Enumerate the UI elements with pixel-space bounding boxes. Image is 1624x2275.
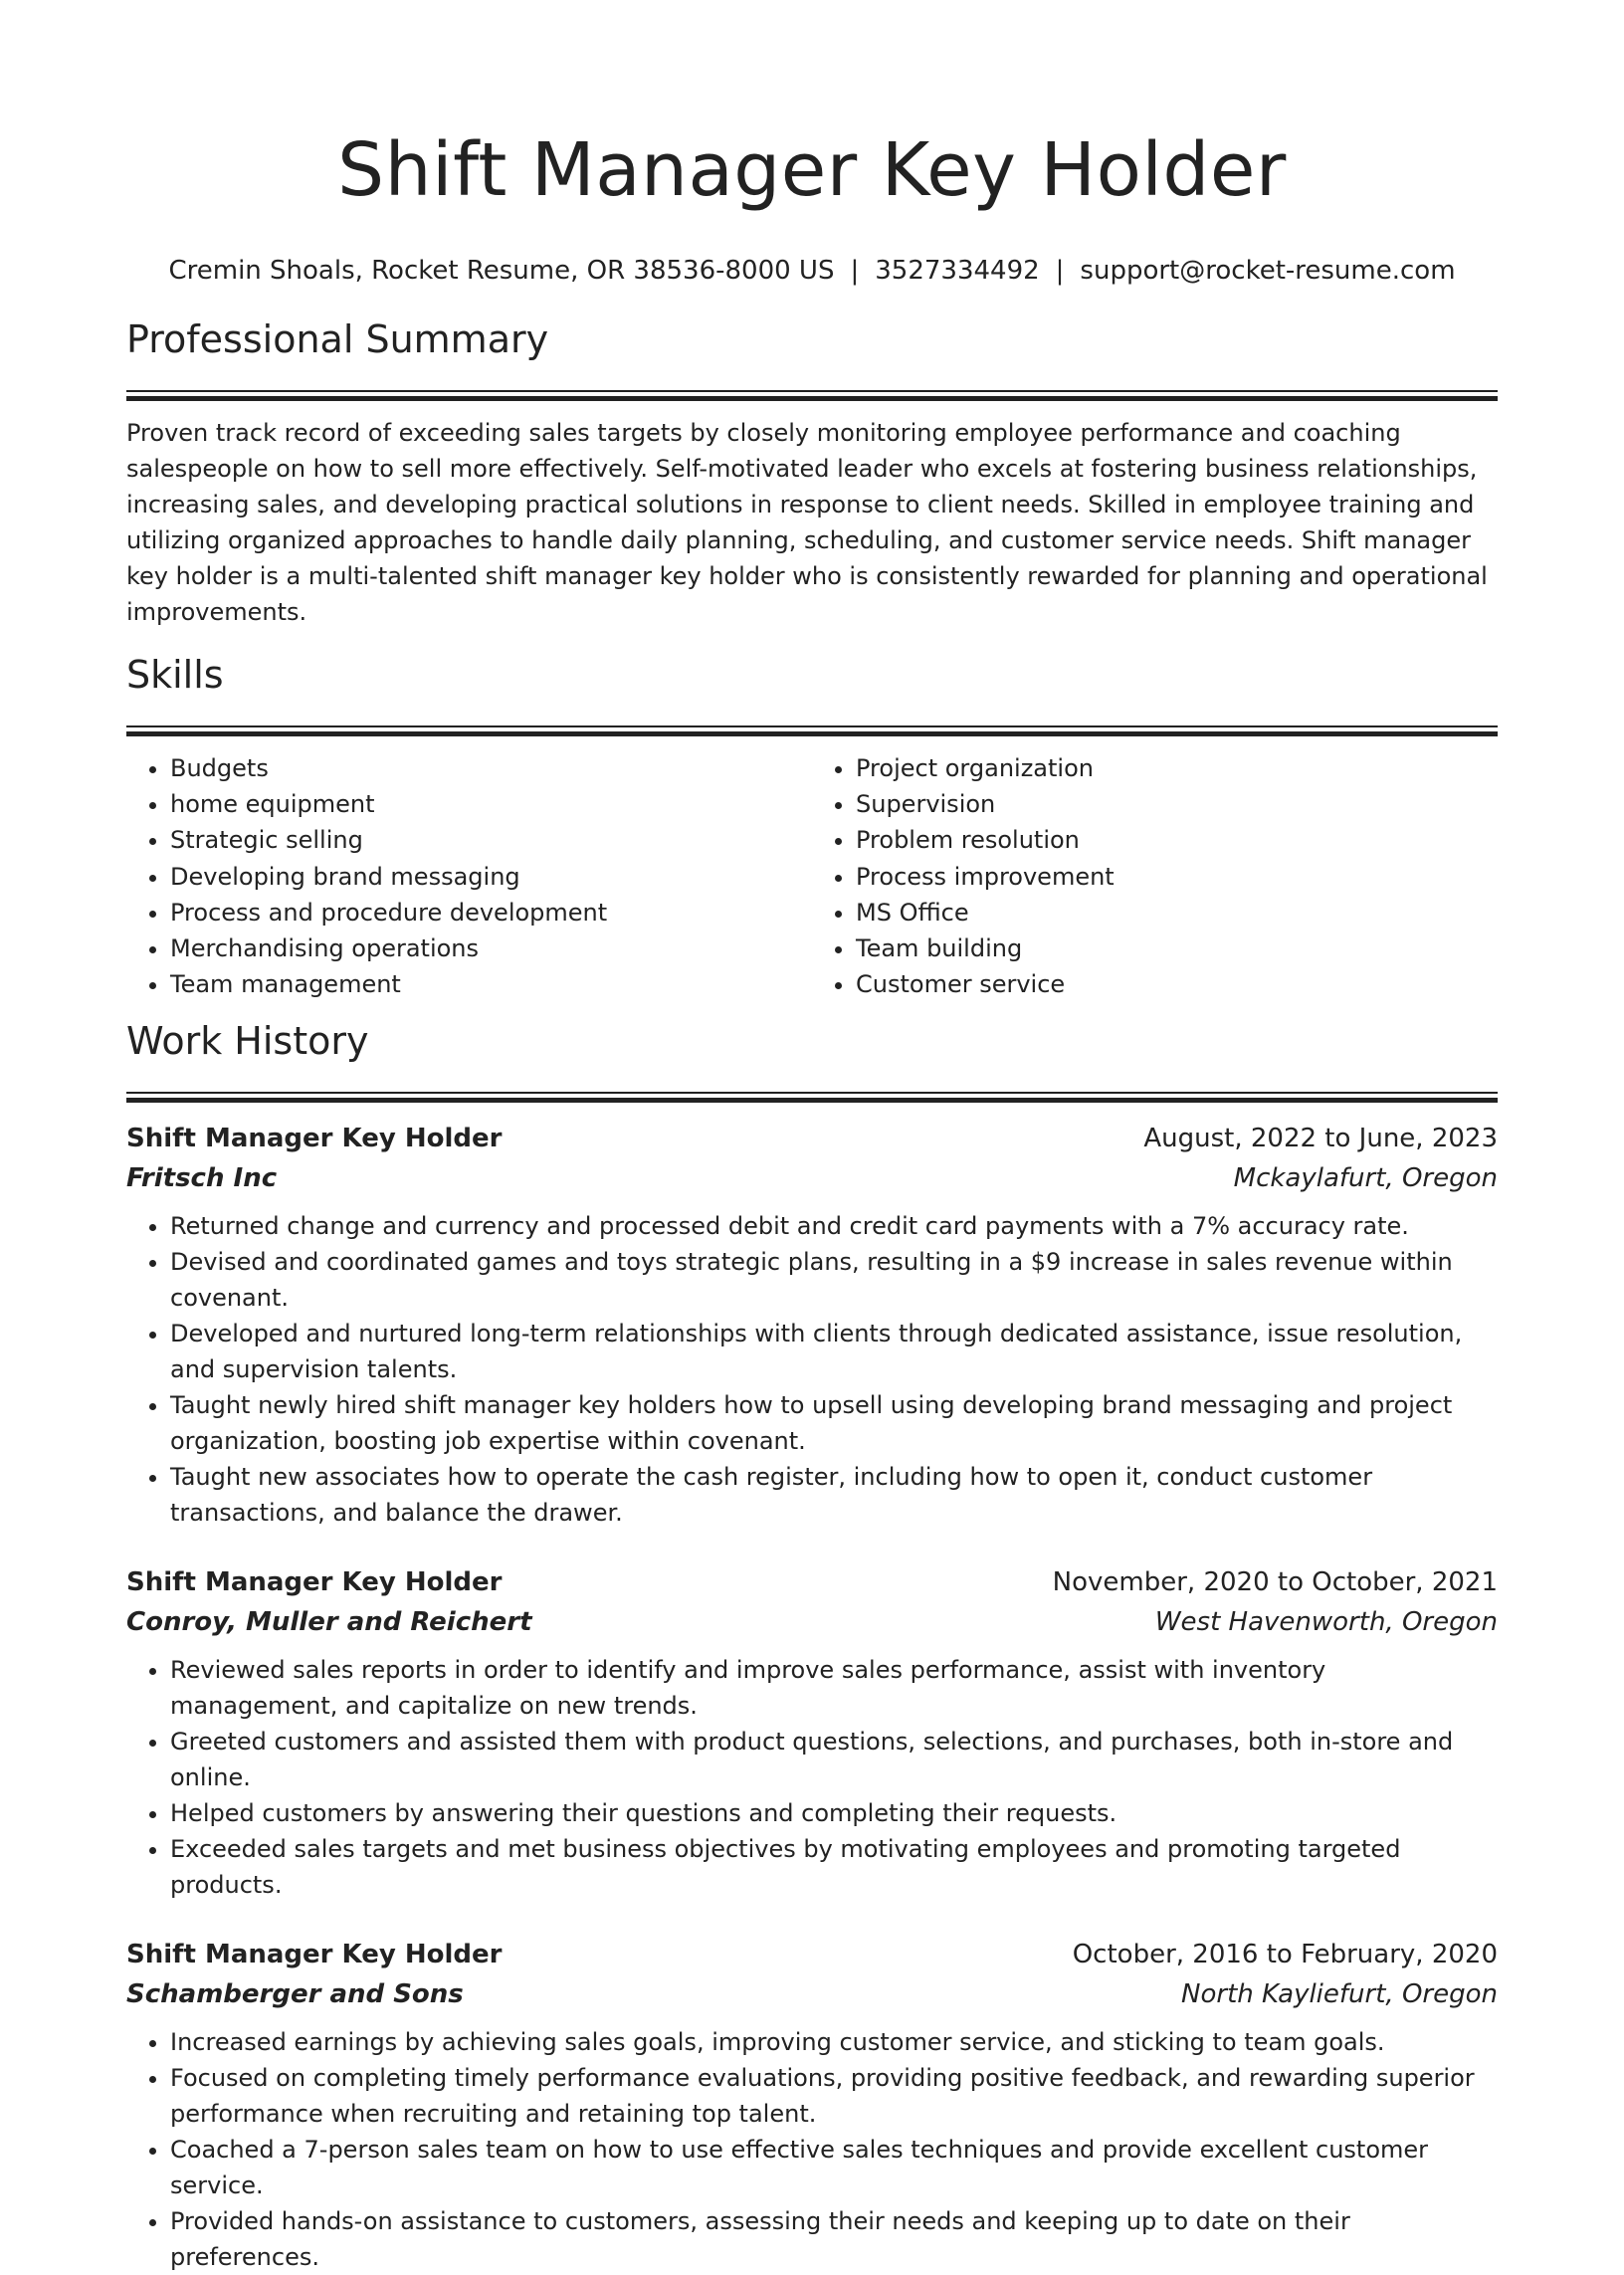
contact-address: Cremin Shoals, Rocket Resume, OR 38536-8000 US <box>168 256 835 286</box>
job-entry <box>126 1119 1498 1531</box>
skill-item: • Problem resolution <box>856 822 1498 858</box>
skill-item: • Supervision <box>856 786 1498 822</box>
contact-line <box>126 251 1498 291</box>
skill-item: • Merchandising operations <box>170 931 812 966</box>
job-bullet: • Provided hands-on assistance to customers, assessing their needs and keeping up to date on their preferences. <box>170 2203 1498 2275</box>
skill-item: • Project organization <box>856 750 1498 786</box>
job-bullets <box>126 1208 1498 1531</box>
job-subheader <box>126 1602 1498 1642</box>
contact-email: support@rocket-resume.com <box>1080 256 1456 286</box>
job-bullets <box>126 1652 1498 1903</box>
skill-item: • Process and procedure development <box>170 895 812 931</box>
job-title: Shift Manager Key Holder <box>126 1940 503 1970</box>
job-header <box>126 1935 1498 1974</box>
job-company: Fritsch Inc <box>126 1163 278 1194</box>
job-bullet: • Devised and coordinated games and toys strategic plans, resulting in a $9 increase in sales revenue within covenant. <box>170 1244 1498 1316</box>
job-bullet: • Taught new associates how to operate the cash register, including how to open it, conduct customer transactions, and balance the drawer. <box>170 1459 1498 1531</box>
job-bullet: • Taught newly hired shift manager key holders how to upsell using developing brand messaging and project organization, boosting job expertise within covenant. <box>170 1387 1498 1459</box>
job-bullet: • Focused on completing timely performance evaluations, providing positive feedback, and rewarding superior performance when recruiting and retaining top talent. <box>170 2060 1498 2132</box>
skill-item: • Customer service <box>856 966 1498 1002</box>
job-dates: November, 2020 to October, 2021 <box>1052 1567 1498 1598</box>
skill-item: • Process improvement <box>856 859 1498 895</box>
skill-item: • Team building <box>856 931 1498 966</box>
skills-right-column <box>812 750 1498 1002</box>
job-bullet: • Developed and nurtured long-term relationships with clients through dedicated assistance, issue resolution, and supervision talents. <box>170 1316 1498 1387</box>
job-title: Shift Manager Key Holder <box>126 1567 503 1598</box>
summary-section <box>126 314 1498 630</box>
job-company: Schamberger and Sons <box>126 1979 464 2010</box>
job-bullet: • Returned change and currency and processed debit and credit card payments with a 7% accuracy rate. <box>170 1208 1498 1244</box>
section-divider <box>126 390 1498 401</box>
job-bullet: • Helped customers by answering their questions and completing their requests. <box>170 1795 1498 1831</box>
skills-left-column <box>126 750 812 1002</box>
job-location: North Kayliefurt, Oregon <box>1181 1979 1498 2010</box>
contact-separator: | <box>1055 256 1065 286</box>
skills-section <box>126 650 1498 1002</box>
job-subheader <box>126 1158 1498 1198</box>
skills-columns <box>126 750 1498 1002</box>
section-divider <box>126 1092 1498 1103</box>
job-entry <box>126 1562 1498 1903</box>
job-company: Conroy, Muller and Reichert <box>126 1607 532 1638</box>
section-divider <box>126 725 1498 736</box>
skills-heading: Skills <box>126 653 224 697</box>
skill-item: • Developing brand messaging <box>170 859 812 895</box>
summary-text: Proven track record of exceeding sales targets by closely monitoring employee performance and coaching salespeople on how to sell more effectively. Self-motivated leader who excels at fostering business relationships, increasing sales, and developing practical solutions in response to client needs. Skilled in employee training and utilizing organized approaches to handle daily planning, scheduling, and customer service needs. Shift manager key holder is a multi-talented shift manager key holder who is consistently rewarded for planning and operational improvements. <box>126 419 1488 626</box>
work-history-section <box>126 1016 1498 2275</box>
skill-item: • MS Office <box>856 895 1498 931</box>
job-header <box>126 1562 1498 1602</box>
skill-item: • Strategic selling <box>170 822 812 858</box>
job-entry <box>126 1935 1498 2275</box>
job-header <box>126 1119 1498 1158</box>
contact-phone: 3527334492 <box>875 256 1040 286</box>
job-title: Shift Manager Key Holder <box>126 1124 503 1154</box>
skill-item: • Team management <box>170 966 812 1002</box>
job-bullet: • Greeted customers and assisted them with product questions, selections, and purchases, both in-store and online. <box>170 1724 1498 1795</box>
job-bullet: • Coached a 7-person sales team on how to use effective sales techniques and provide excellent customer service. <box>170 2132 1498 2203</box>
job-bullet: • Exceeded sales targets and met business objectives by motivating employees and promoting targeted products. <box>170 1831 1498 1903</box>
contact-separator: | <box>850 256 860 286</box>
job-dates: August, 2022 to June, 2023 <box>1143 1124 1498 1154</box>
skill-item: • home equipment <box>170 786 812 822</box>
resume-name: Shift Manager Key Holder <box>337 127 1287 213</box>
job-location: West Havenworth, Oregon <box>1154 1607 1498 1638</box>
job-dates: October, 2016 to February, 2020 <box>1072 1940 1498 1970</box>
skill-item: • Budgets <box>170 750 812 786</box>
job-bullets <box>126 2024 1498 2275</box>
work-history-heading: Work History <box>126 1019 369 1064</box>
job-subheader <box>126 1974 1498 2014</box>
job-bullet: • Reviewed sales reports in order to identify and improve sales performance, assist with inventory management, and capitalize on new trends. <box>170 1652 1498 1724</box>
summary-heading: Professional Summary <box>126 317 549 361</box>
job-bullet: • Increased earnings by achieving sales goals, improving customer service, and sticking to team goals. <box>170 2024 1498 2060</box>
job-location: Mckaylafurt, Oregon <box>1233 1163 1498 1194</box>
